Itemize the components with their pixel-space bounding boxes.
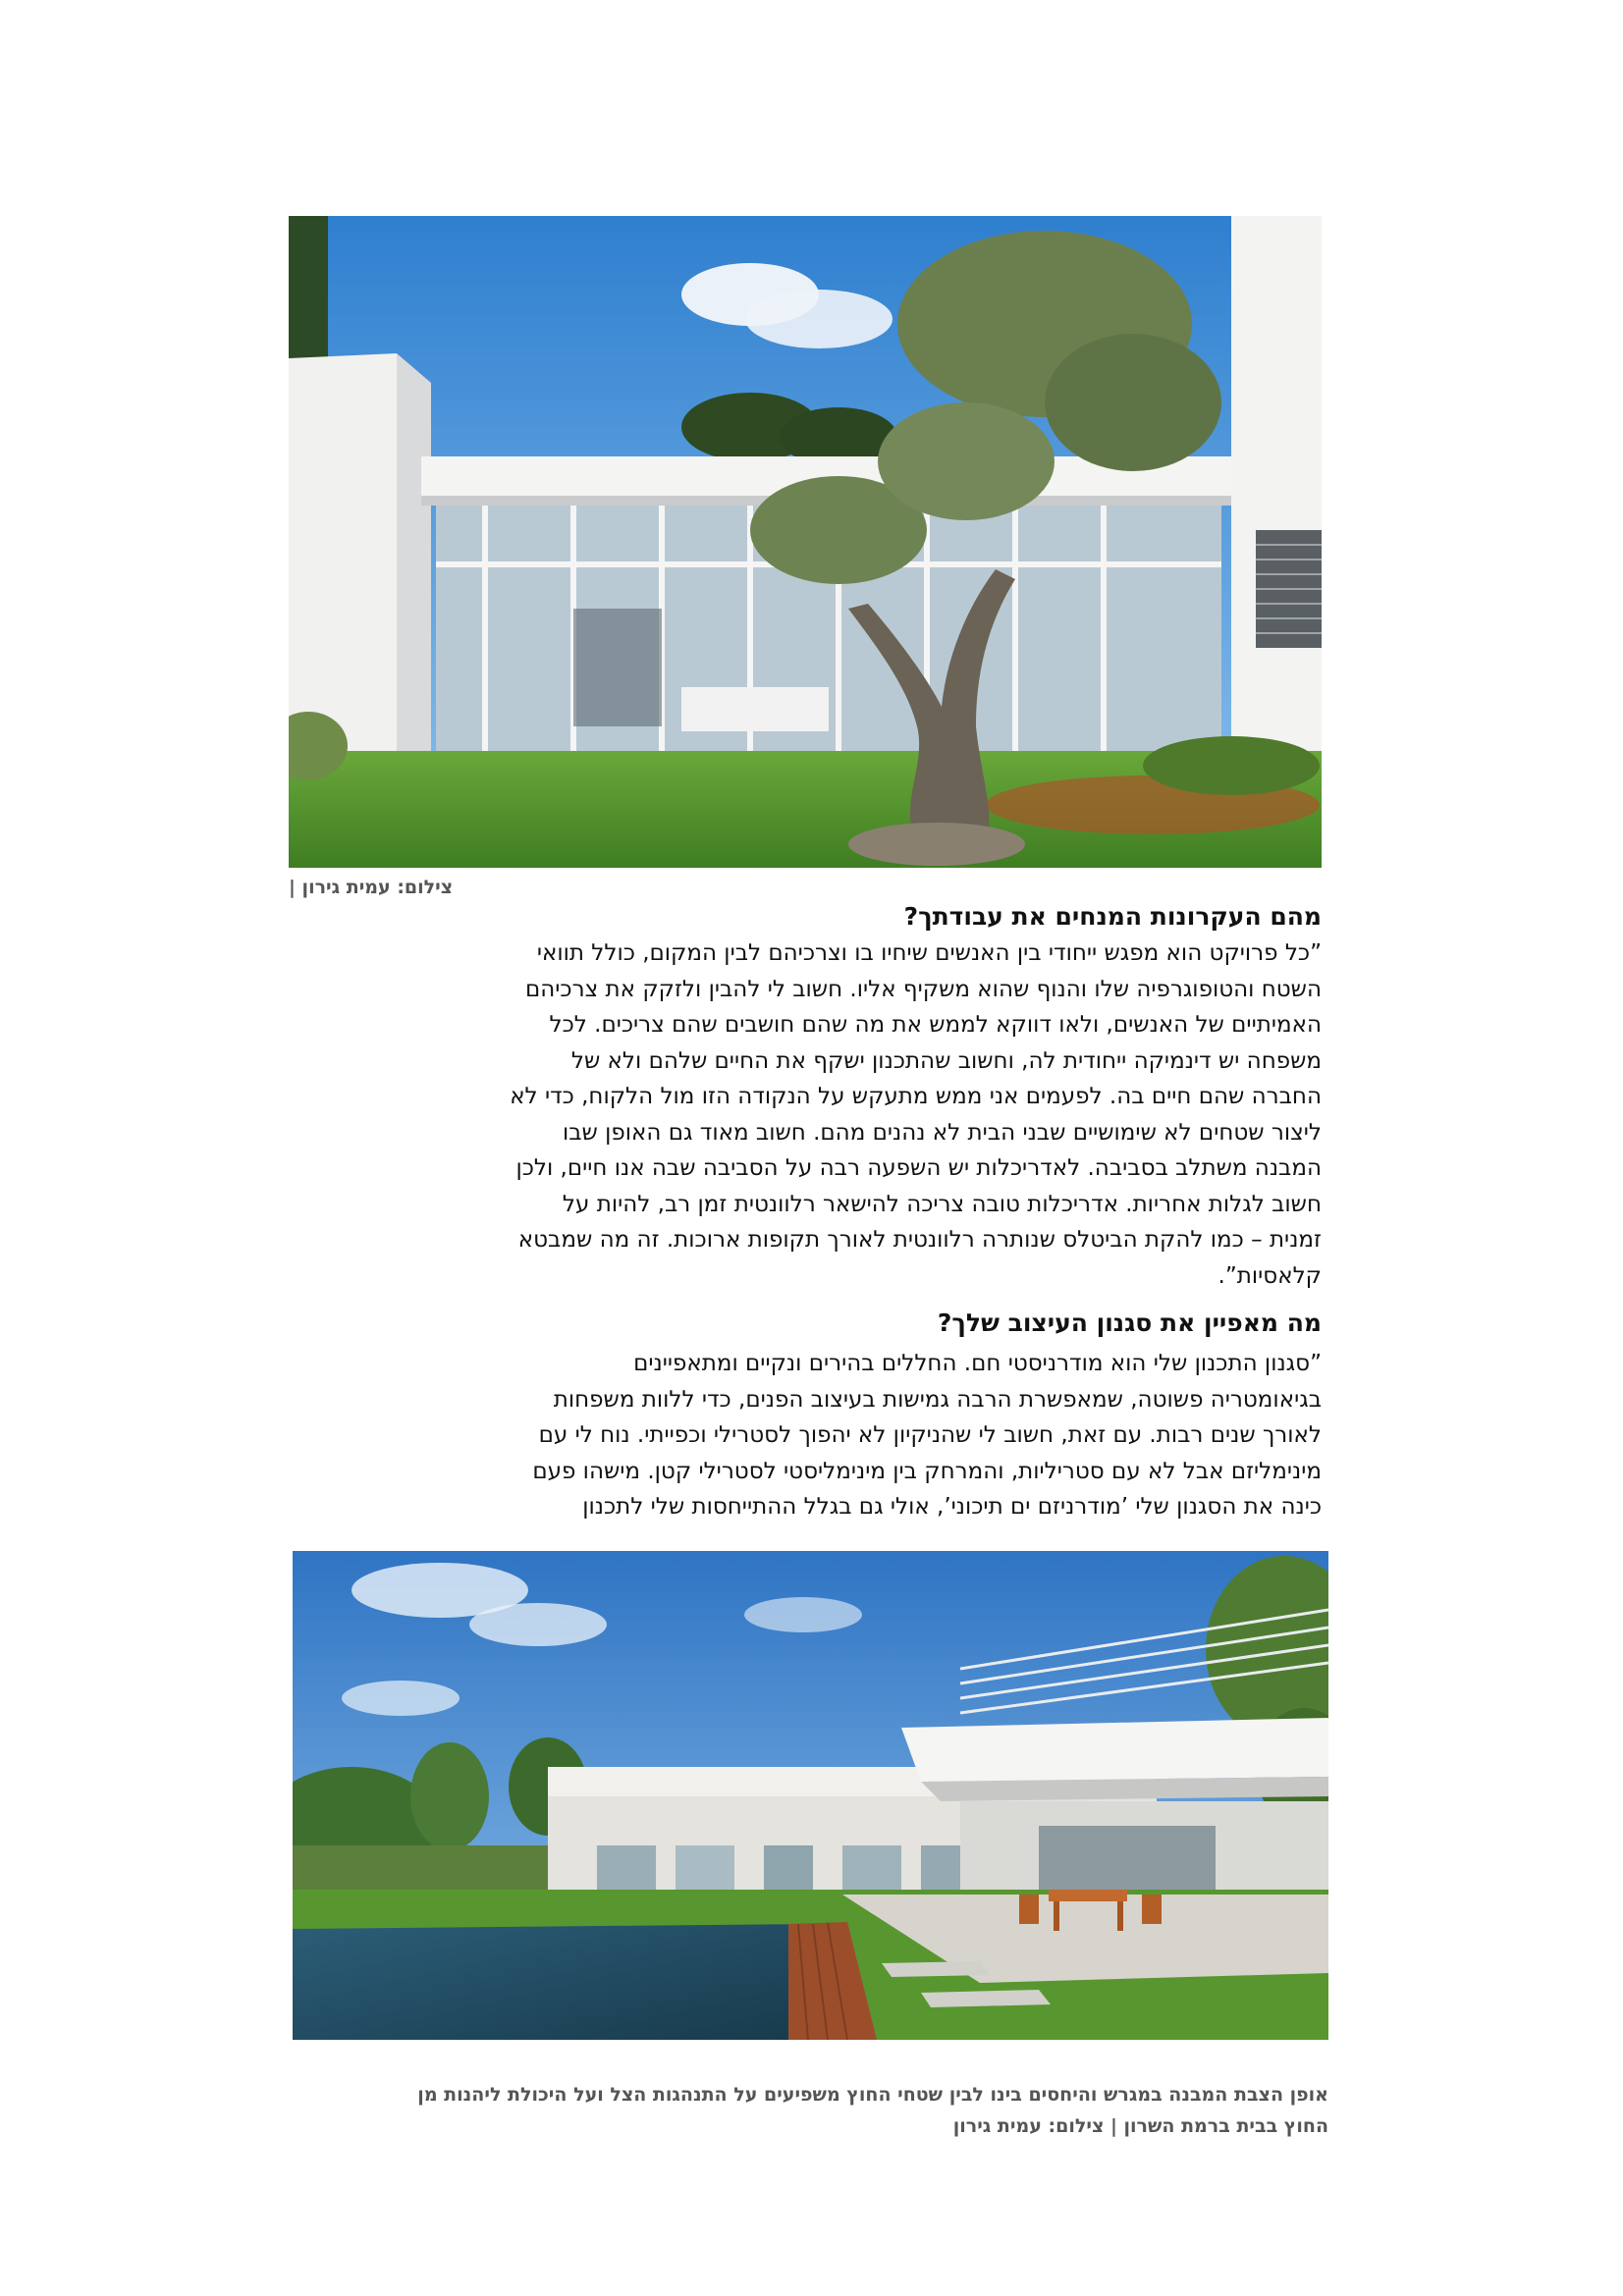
- section1-body: ”כל פרויקט הוא מפגש ייחודי בין האנשים שיחיו בו וצרכיהם לבין המקום, כולל תוואי השטח והטופוגרפיה שלו והנוף שהוא משקיף אליו. חשוב לי להבין ולזקק את צרכיהם האמיתיים של האנשים, ולאו דווקא לממש את מה שהם חושבים שהם צריכים. לכל משפחה יש דינמיקה ייחודית לה, וחשוב שהתכנון ישקף את החיים שלהם ולא של החברה שהם חיים בה. לפעמים אני ממש מתעקש על הנקודה הזו מול הלקוח, כדי לא ליצור שטחים לא שימושיים שבני הבית לא נהנים מהם. חשוב מאוד גם האופן שבו המבנה משתלב בסביבה. לאדריכלות יש השפעה רבה על הסביבה שבה אנו חיים, ולכן חשוב לגלות אחריות. אדריכלות טובה צריכה להישאר רלוונטית זמן רב, להיות על זמנית – כמו להקת הביטלס שנותרה רלוונטית לאורך תקופות ארוכות. זה מה שמבטא קלאסיות”.: [510, 940, 1322, 1289]
- photo1-caption-text: צילום: עמית גירון |: [289, 877, 454, 898]
- house-pool-photo: [293, 1551, 1328, 2040]
- house-olive-tree-photo: [289, 216, 1322, 868]
- section2-body: ”סגנון התכנון שלי הוא מודרניסטי חם. החללים בהירים ונקיים ומתאפיינים בגיאומטריה פשוטה, שמאפשרת הרבה גמישות בעיצוב הפנים, כדי ללוות משפחות לאורך שנים רבות. עם זאת, חשוב לי שהניקיון לא יהפוך לסטרילי וכפייתי. נוח לי עם מינימליזם אבל לא עם סטריליות, והמרחק בין מינימליסטי לסטרילי קטן. מישהו פעם כינה את הסגנון שלי ’מודרניזם ים תיכוני’, אולי גם בגלל ההתייחסות שלי לתכנון: [532, 1351, 1322, 1520]
- section1-heading: מהם העקרונות המנחים את עבודתך?: [903, 902, 1322, 931]
- photo2-caption-text: אופן הצבת המבנה במגרש והיחסים בינו לבין שטחי החוץ משפיעים על התנהגות הצל ועל היכולת ליהנות מן החוץ בבית ברמת השרון | צילום: עמית גירון: [417, 2084, 1328, 2137]
- photo2-caption: [293, 2048, 1328, 2142]
- section2-heading: מה מאפיין את סגנון העיצוב שלך?: [937, 1308, 1322, 1337]
